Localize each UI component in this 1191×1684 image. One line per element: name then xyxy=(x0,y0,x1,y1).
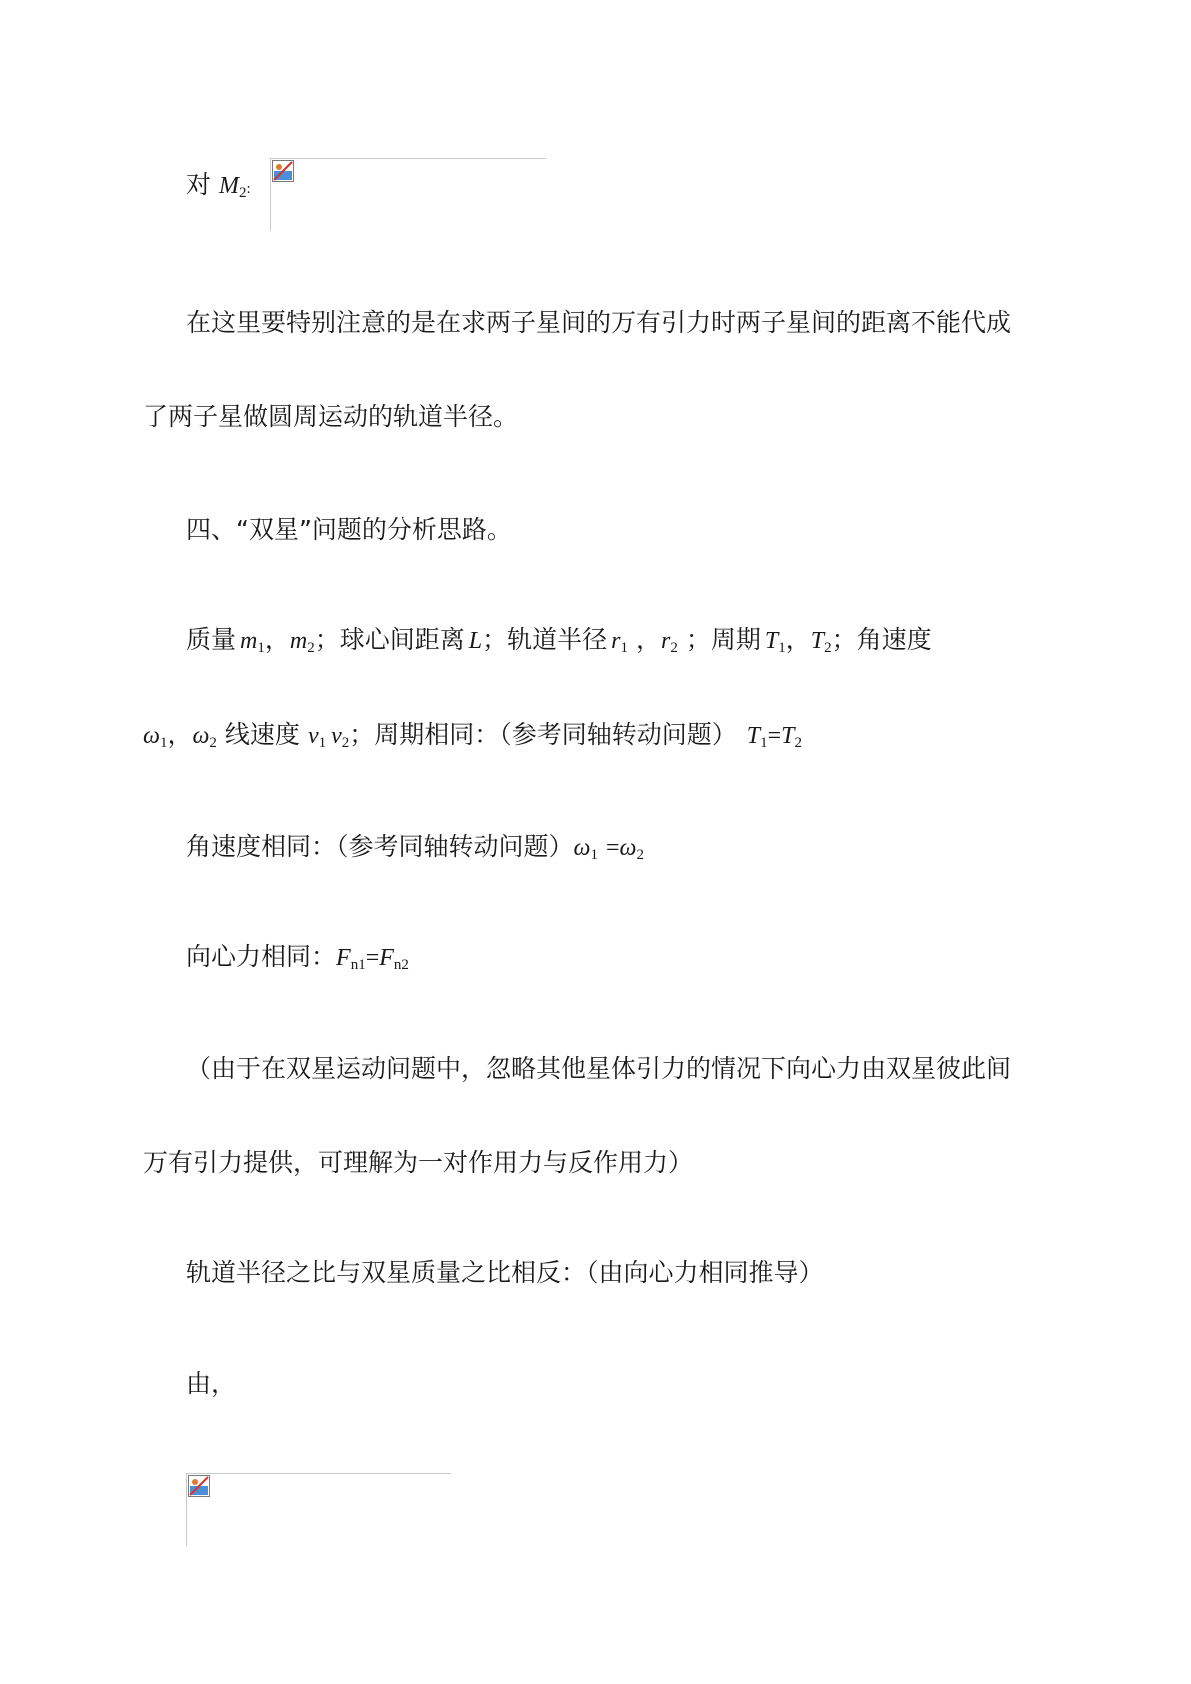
broken-image-icon xyxy=(272,160,294,182)
quantities-line: 质量 $m_1$，$m_2$；球心间距离 L；轨道半径 $r_1$ ，$r_2$ ；周期 $T_1$，$T_2$；角速度 xyxy=(186,625,932,656)
broken-image-icon xyxy=(188,1475,210,1497)
var-v2: $v_2$ xyxy=(331,723,350,751)
centripetal-force-line: 向心力相同：$F_{n1}=F_{n2}$ xyxy=(186,942,409,973)
section-heading: 四、“双星”问题的分析思路。 xyxy=(186,515,512,544)
var-L: L xyxy=(468,628,483,654)
broken-image-formula-m2 xyxy=(270,158,546,231)
var-m1: $m_1$ xyxy=(240,628,265,656)
var-m2-small: $m_2$ xyxy=(289,628,315,656)
paragraph-explanation-line2: 万有引力提供，可理解为一对作用力与反作用力） xyxy=(143,1148,694,1177)
line-m2 xyxy=(186,168,251,206)
var-r1: $r_1$ xyxy=(611,628,628,656)
omega-line: $\omega_1$，$\omega_2$ 线速度 $v_1$ $v_2$；周期相同：（参考同轴转动问题） $T_1=T_2$ xyxy=(143,720,803,751)
eq-omega1: $\omega_1$ xyxy=(573,835,598,863)
eq-T2: $T_2$ xyxy=(781,723,803,751)
var-omega1: $\omega_1$ xyxy=(143,723,168,751)
colon: : xyxy=(246,181,251,197)
var-T1: $T_1$ xyxy=(764,628,786,656)
var-omega2: $\omega_2$ xyxy=(192,723,217,751)
eq-omega2: $\omega_2$ xyxy=(619,835,644,863)
var-v1: $v_1$ xyxy=(307,723,327,751)
broken-image-formula-bottom xyxy=(186,1473,451,1546)
text-dui: 对 xyxy=(186,170,212,199)
paragraph-note-line2: 了两子星做圆周运动的轨道半径。 xyxy=(143,402,519,431)
angular-velocity-line: 角速度相同：（参考同轴转动问题）$\omega_1 =\omega_2$ xyxy=(186,832,644,863)
ratio-line: 轨道半径之比与双星质量之比相反：（由向心力相同推导） xyxy=(186,1258,824,1287)
eq-Fn1: $F_{n1}$ xyxy=(336,945,366,973)
eq-T1: $T_1$ xyxy=(746,723,768,751)
eq-Fn2: $F_{n2}$ xyxy=(379,945,409,973)
var-T2: $T_2$ xyxy=(810,628,832,656)
var-m2: $M_2$ xyxy=(219,173,247,201)
paragraph-explanation-line1: （由于在双星运动问题中，忽略其他星体引力的情况下向心力由双星彼此间 xyxy=(186,1054,1012,1083)
paragraph-note-line1: 在这里要特别注意的是在求两子星间的万有引力时两子星间的距离不能代成 xyxy=(186,308,1012,337)
you-line: 由， xyxy=(186,1369,237,1398)
var-r2: $r_2$ xyxy=(660,628,678,656)
